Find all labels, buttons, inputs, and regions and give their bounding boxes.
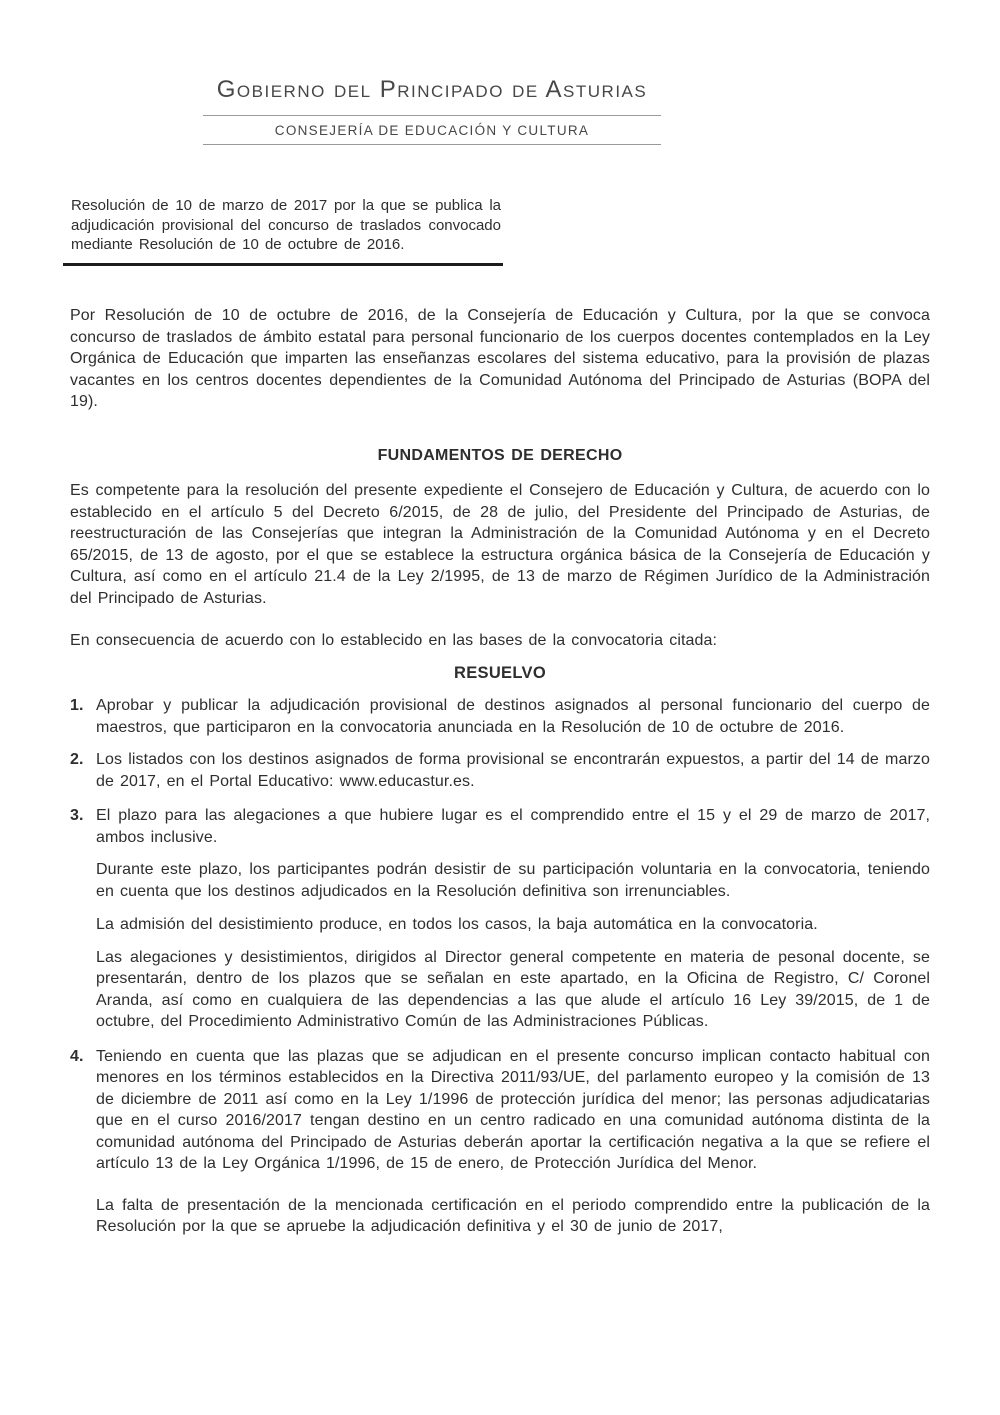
paragraph-fundamentos-1: Es competente para la resolución del presente expediente el Consejero de Educación y Cultura, de acuerdo con lo establecido en el artículo 5 del Decreto 6/2015, de 28 de julio, del Presidente del Principado de Asturias, de reestructuración de las Consejerías que integran la Administración de la Comunidad Autónoma y en el Decreto 65/2015, de 13 de agosto, por el que se establece la estructura orgánica básica de la Consejería de Educación y Cultura, así como en el artículo 21.4 de la Ley 2/1995, de 13 de marzo de Régimen Jurídico de la Administración del Principado de Asturias. <box>70 482 930 607</box>
item-subparagraph: La admisión del desistimiento produce, en todos los casos, la baja automática en la convocatoria. <box>96 916 818 933</box>
item-number: 3. <box>70 807 84 824</box>
subject-text: Resolución de 10 de marzo de 2017 por la que se publica la adjudicación provisional del concurso de traslados convocado mediante Resolución de 10 de octubre de 2016. <box>71 197 501 253</box>
paragraph-intro: Por Resolución de 10 de octubre de 2016, de la Consejería de Educación y Cultura, por la que se convoca concurso de traslados de ámbito estatal para personal funcionario de los cuerpos docentes contemplados en la Ley Orgánica de Educación que imparten las enseñanzas escolares del sistema educativo, para la provisión de plazas vacantes en los centros docentes dependientes de la Comunidad Autónoma del Principado de Asturias (BOPA del 19). <box>70 307 930 410</box>
document-body <box>70 305 930 1238</box>
item-text: Los listados con los destinos asignados de forma provisional se encontrarán expuestos, a partir del 14 de marzo de 2017, en el Portal Educativo: www.educastur.es. <box>96 751 930 790</box>
department-title: CONSEJERÍA DE EDUCACIÓN Y CULTURA <box>274 123 590 138</box>
subject-box <box>63 196 503 266</box>
heading-fundamentos-de-derecho: FUNDAMENTOS DE DERECHO <box>377 446 623 464</box>
item-subparagraph: La falta de presentación de la mencionada certificación en el periodo comprendido entre la publicación de la Resolución por la que se apruebe la adjudicación definitiva y el 30 de junio de 2017, <box>96 1196 930 1235</box>
item-body <box>96 749 930 792</box>
item-body <box>96 695 930 738</box>
item-body <box>96 805 930 1033</box>
item-number: 2. <box>70 751 84 768</box>
item-subparagraph: Durante este plazo, los participantes podrán desistir de su participación voluntaria en la convocatoria, teniendo en cuenta que los destinos adjudicados en la Resolución definitiva son irrenunciables. <box>96 861 930 900</box>
paragraph-fundamentos-2: En consecuencia de acuerdo con lo establecido en las bases de la convocatoria citada: <box>70 632 718 649</box>
resuelvo-item-3 <box>70 805 930 1033</box>
item-body <box>96 1046 930 1238</box>
item-number: 4. <box>70 1047 84 1065</box>
resuelvo-item-2 <box>70 749 930 792</box>
government-title: Gobierno del Principado de Asturias <box>216 76 648 103</box>
heading-resuelvo: RESUELVO <box>454 663 546 682</box>
item-text: El plazo para las alegaciones a que hubiere lugar es el comprendido entre el 15 y el 29 de marzo de 2017, ambos inclusive. <box>96 807 930 846</box>
letterhead-rule-bottom <box>203 144 661 145</box>
resuelvo-item-1 <box>70 695 930 738</box>
resuelvo-item-4 <box>70 1046 930 1238</box>
item-text: Teniendo en cuenta que las plazas que se adjudican en el presente concurso implican contacto habitual con menores en los términos establecidos en la Directiva 2011/93/UE, del parlamento europeo y la comisión de 13 de diciembre de 2011 así como en la Ley 1/1996 de protección jurídica del menor; las personas adjudicatarias que en el curso 2016/2017 tengan destino en un centro radicado en una comunidad autónoma distinta de la comunidad autónoma del Principado de Asturias deberán aportar la certificación negativa a la que se refiere el artículo 13 de la Ley Orgánica 1/1996, de 15 de enero, de Protección Jurídica del Menor. <box>96 1047 930 1172</box>
letterhead <box>203 76 661 145</box>
item-number: 1. <box>70 697 84 714</box>
item-subparagraph: Las alegaciones y desistimientos, dirigidos al Director general competente en materia de pesonal docente, se presentarán, dentro de los plazos que se señalan en este apartado, en la Oficina de Registro, C/ Coronel Aranda, así como en cualquiera de las dependencias a las que alude el artículo 16 Ley 39/2015, de 1 de octubre, del Procedimiento Administrativo Común de las Administraciones Públicas. <box>96 948 930 1030</box>
item-text: Aprobar y publicar la adjudicación provisional de destinos asignados al personal funcionario del cuerpo de maestros, que participaron en la convocatoria anunciada en la Resolución de 10 de octubre de 2016. <box>96 697 930 736</box>
